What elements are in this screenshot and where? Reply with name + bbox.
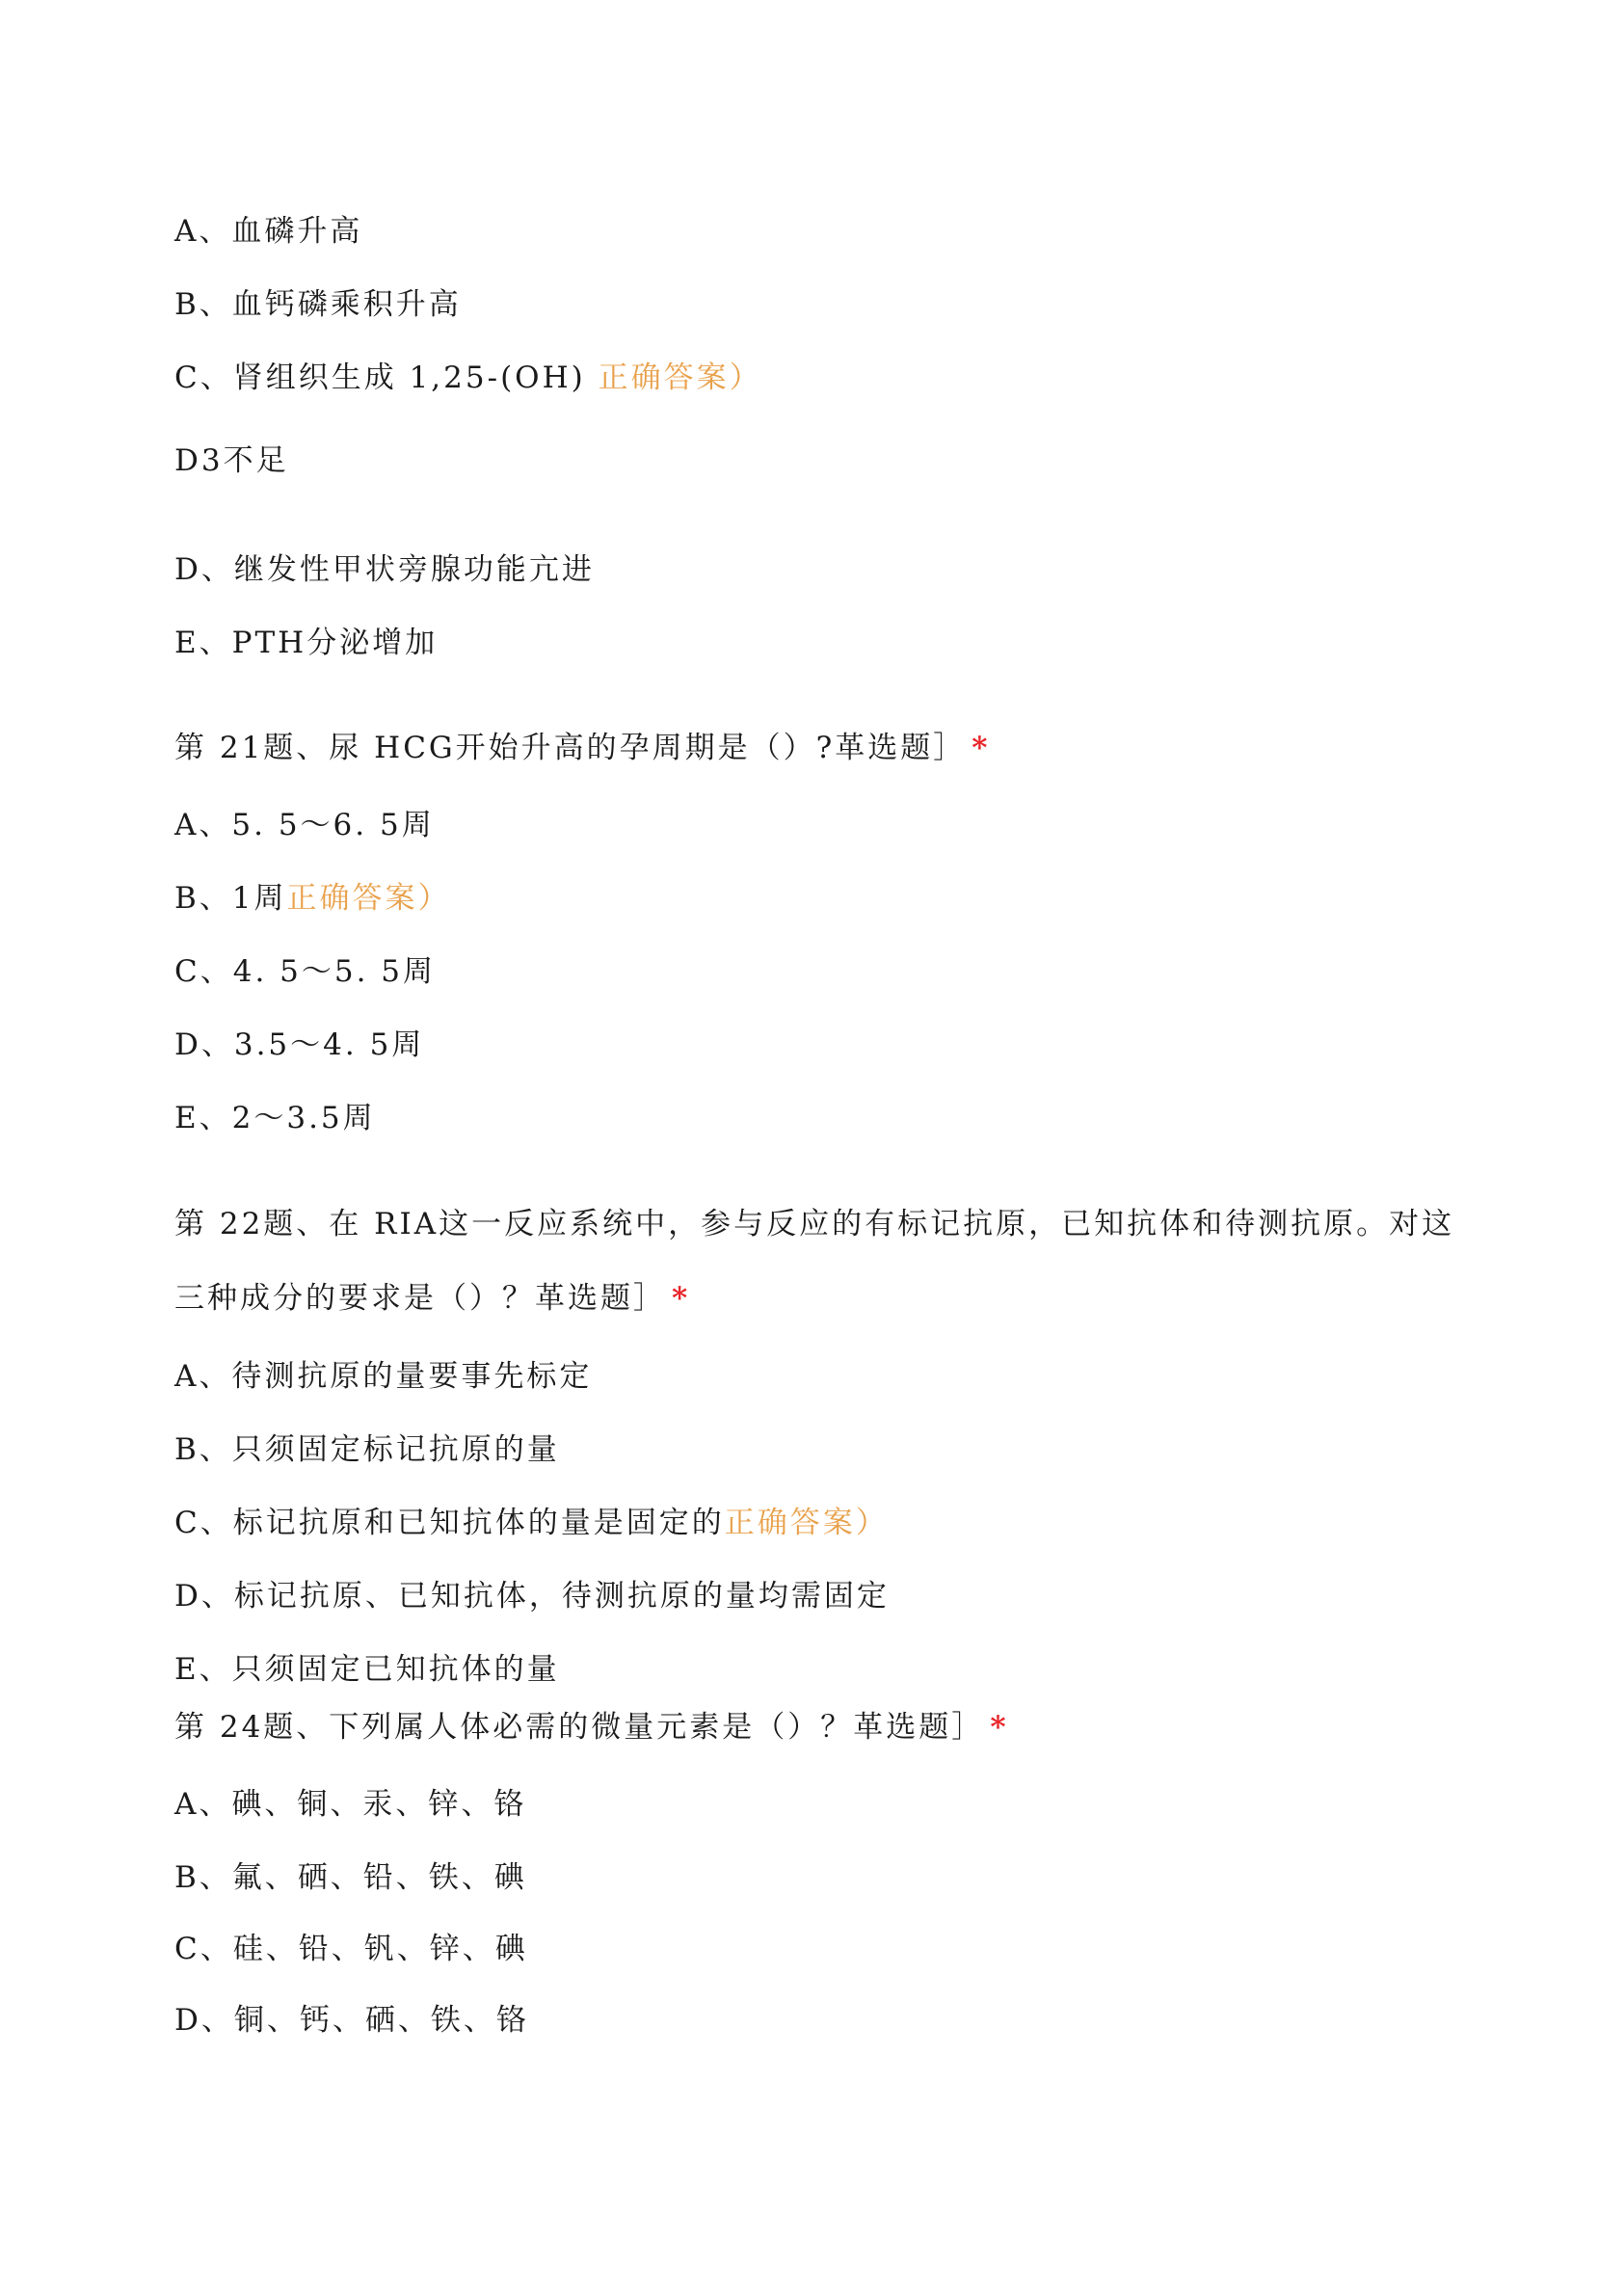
question-21-title: [174, 729, 991, 767]
option-text: A、血磷升高: [174, 214, 363, 249]
question-20-option-b: [174, 285, 462, 324]
option-text: C、肾组织生成 1,25-(OH): [174, 360, 586, 395]
option-text: A、碘、铜、汞、锌、铬: [174, 1787, 527, 1822]
question-20-option-c: [174, 359, 762, 397]
correct-answer-mark: 正确答案）: [724, 1506, 889, 1540]
option-text: B、血钙磷乘积升高: [174, 287, 462, 322]
required-star: *: [672, 1281, 691, 1316]
correct-answer-mark: 正确答案）: [598, 360, 762, 395]
question-text: 三种成分的要求是（）？革选题］: [174, 1281, 666, 1316]
question-20-option-e: [174, 624, 438, 662]
question-21-option-b: [174, 879, 451, 918]
option-text: A、5. 5～6. 5周: [174, 808, 435, 842]
option-text: E、只须固定已知抗体的量: [174, 1652, 560, 1687]
option-text: A、待测抗原的量要事先标定: [174, 1359, 593, 1394]
option-text: D、铜、钙、硒、铁、铬: [174, 2003, 529, 2038]
question-24-option-a: [174, 1785, 526, 1824]
option-continuation: [174, 441, 289, 480]
question-24-option-b: [174, 1858, 527, 1897]
option-text: B、1周: [174, 881, 287, 916]
question-22-option-d: [174, 1577, 890, 1615]
option-text: D、继发性甲状旁腺功能亢进: [174, 552, 595, 587]
question-20-option-a: [174, 212, 362, 251]
option-text: B、氟、硒、铅、铁、碘: [174, 1860, 527, 1895]
question-text: 第 22题、在 RIA这一反应系统中，参与反应的有标记抗原，已知抗体和待测抗原。对这: [174, 1207, 1455, 1241]
question-22-option-a: [174, 1357, 592, 1396]
question-text: 第 24题、下列属人体必需的微量元素是（）？革选题］: [174, 1710, 985, 1745]
question-24-option-d: [174, 2001, 529, 2040]
question-22-option-c: [174, 1504, 889, 1542]
question-21-option-d: [174, 1026, 424, 1064]
question-22-option-e: [174, 1650, 560, 1689]
required-star: *: [972, 731, 991, 765]
question-24-title: [174, 1708, 1009, 1747]
question-21-option-c: [174, 952, 436, 991]
question-24-option-c: [174, 1930, 528, 1968]
question-21-option-a: [174, 806, 435, 844]
option-text: B、只须固定标记抗原的量: [174, 1432, 560, 1467]
option-text: E、2～3.5周: [174, 1101, 376, 1135]
option-text: C、硅、铅、钒、锌、碘: [174, 1932, 528, 1966]
question-text: 第 21题、尿 HCG开始升高的孕周期是（）?革选题］: [174, 731, 967, 765]
question-21-option-e: [174, 1099, 376, 1137]
option-text: D3不足: [174, 443, 289, 478]
option-text: D、标记抗原、已知抗体，待测抗原的量均需固定: [174, 1579, 890, 1614]
question-22-option-b: [174, 1430, 560, 1469]
option-text: E、PTH分泌增加: [174, 626, 439, 660]
option-text: C、4. 5～5. 5周: [174, 954, 437, 989]
option-text: C、标记抗原和已知抗体的量是固定的: [174, 1506, 725, 1540]
question-22-title-continued: [174, 1279, 690, 1318]
correct-answer-mark: 正确答案）: [286, 881, 451, 916]
required-star: *: [990, 1710, 1009, 1745]
question-22-title: [174, 1205, 1454, 1243]
option-text: D、3.5～4. 5周: [174, 1027, 425, 1062]
question-20-option-d: [174, 550, 595, 589]
